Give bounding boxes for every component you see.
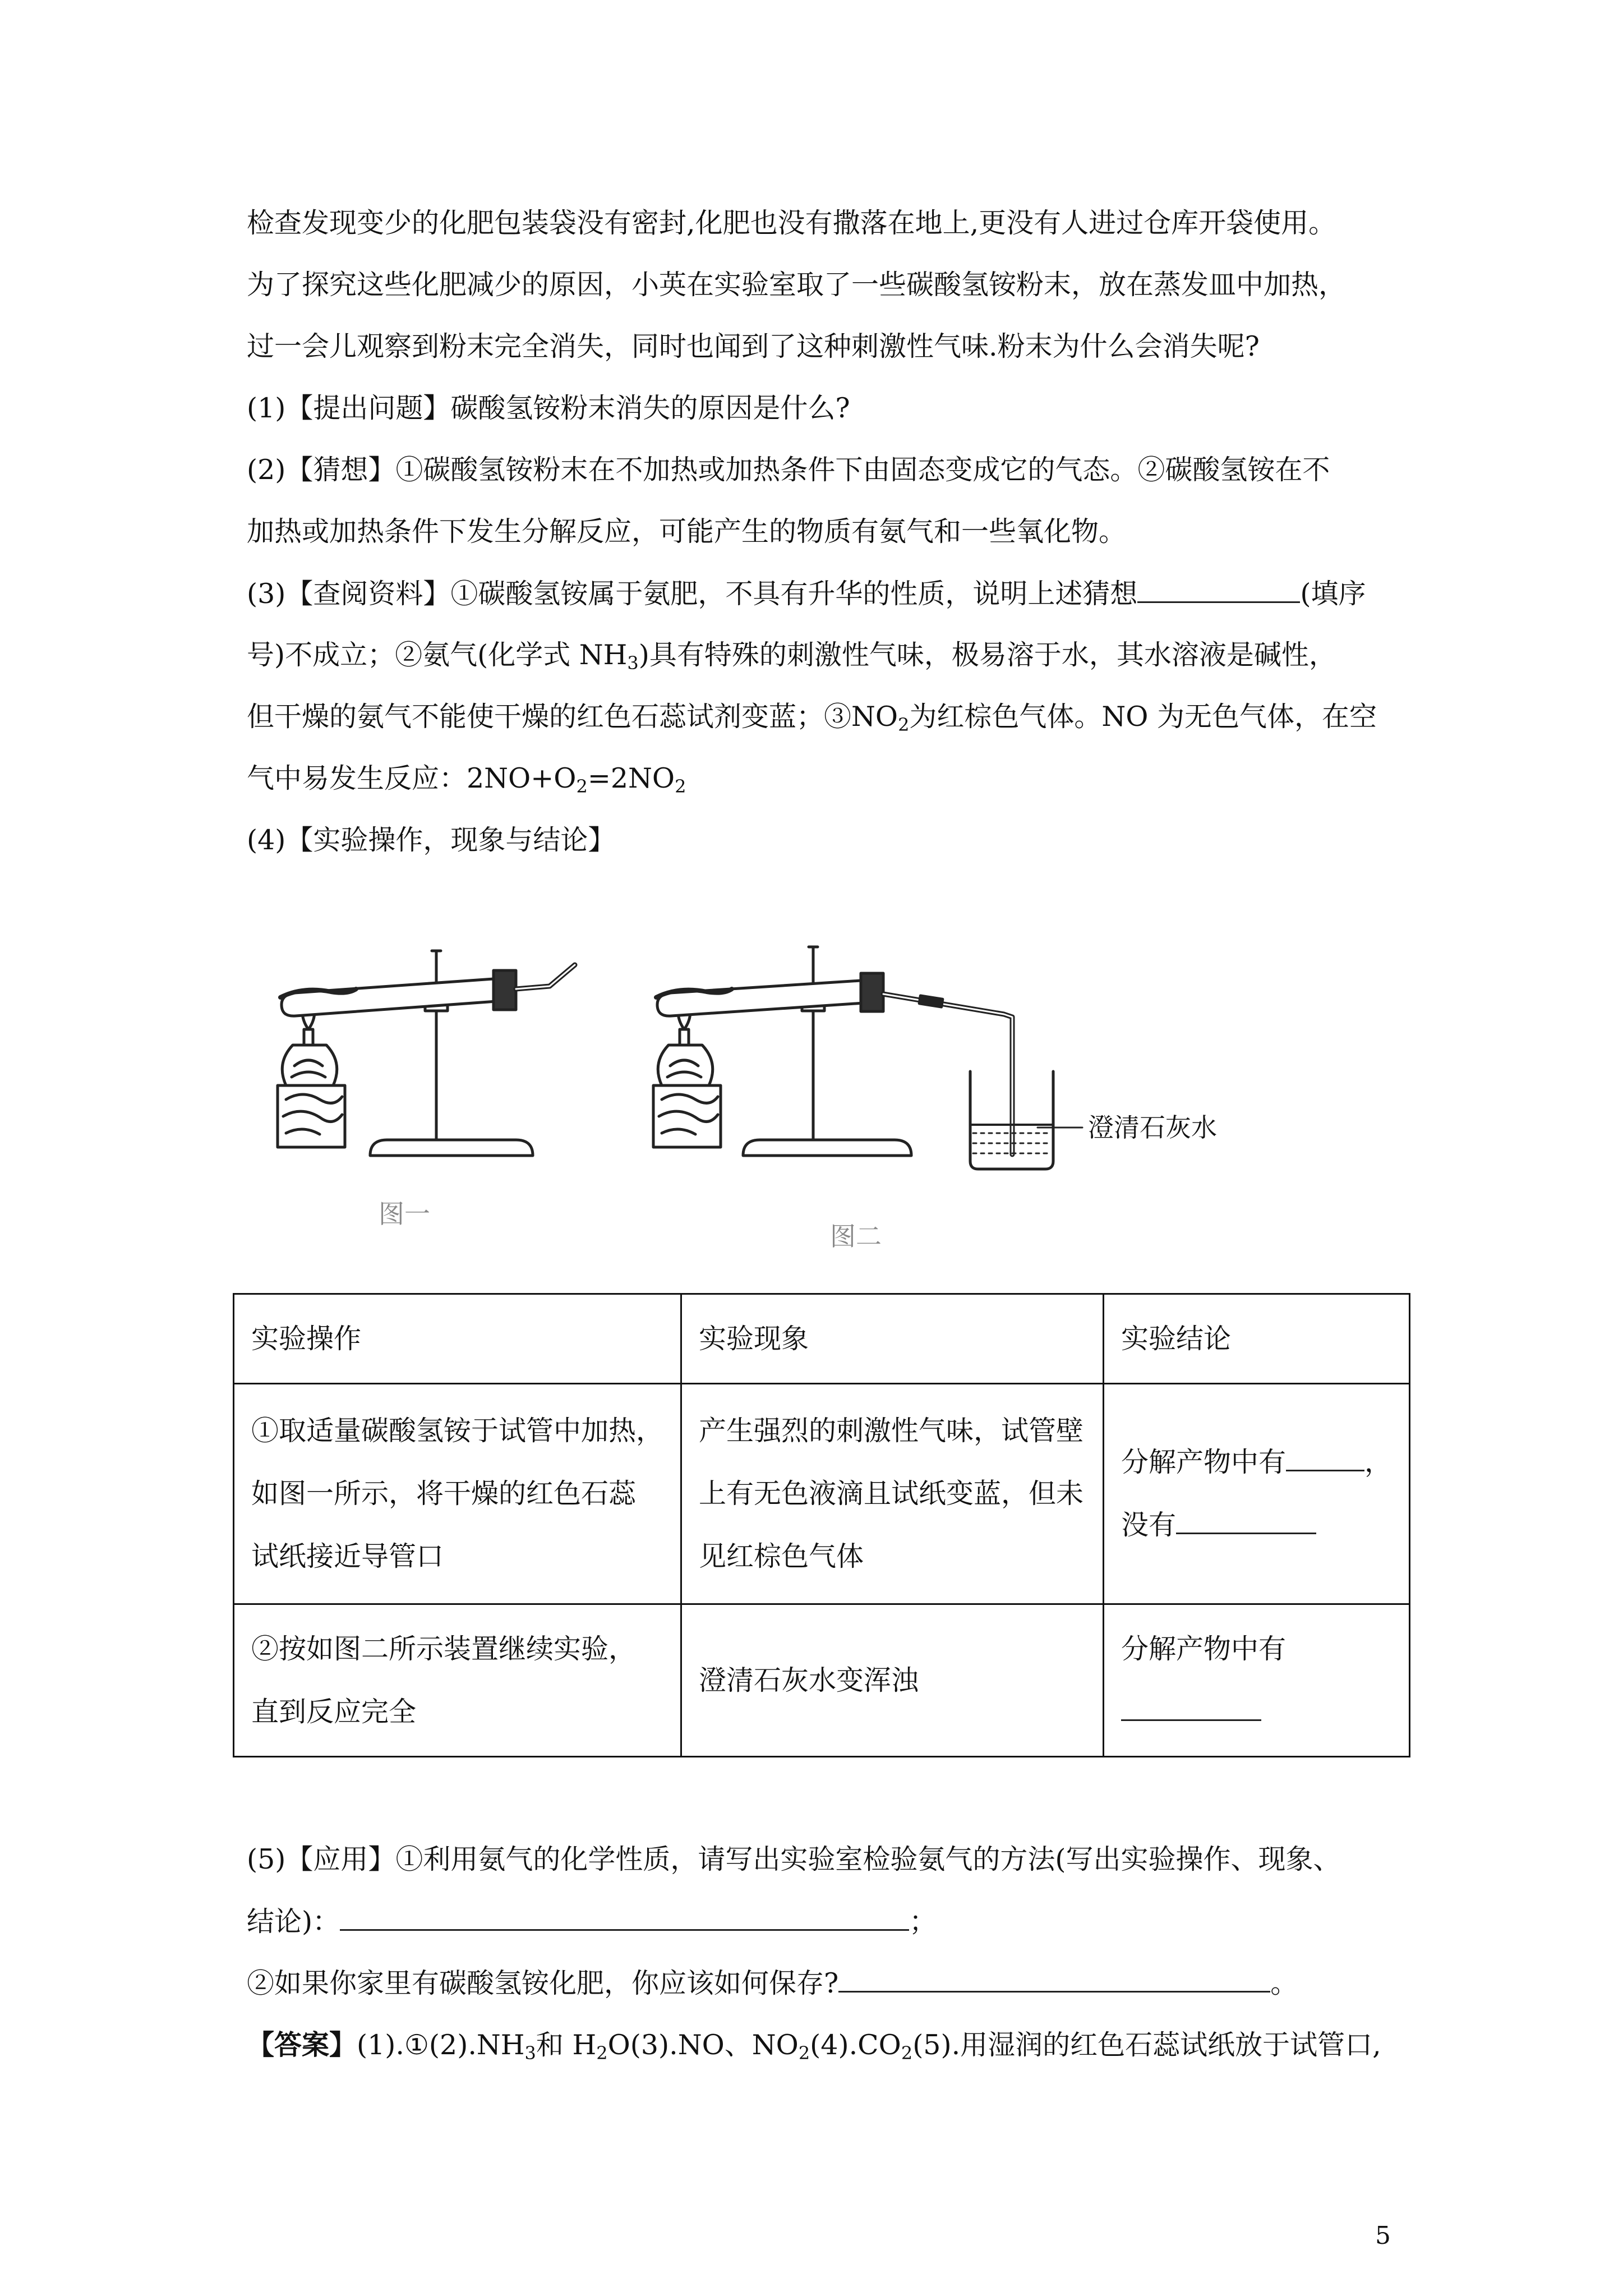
table-row [234,1384,1410,1604]
iron-stand-2 [743,947,911,1156]
header-conclusion: 实验结论 [1103,1294,1409,1384]
answer-blank[interactable] [1121,1695,1261,1721]
answer-label: 【答案】 [247,2028,357,2061]
cell-conclusion: 分解产物中有 ， 没有 [1103,1384,1409,1604]
table-row [234,1604,1410,1757]
cell-operation: ②按如图二所示装置继续实验， 直到反应完全 [234,1604,681,1757]
question-4: (4)【实验操作，现象与结论】 [247,824,616,856]
header-operation: 实验操作 [234,1294,681,1384]
question-2-line: 加热或加热条件下发生分解反应，可能产生的物质有氨气和一些氧化物。 [247,516,1127,547]
experiment-figure [264,931,1251,1251]
question-3-line: (3)【查阅资料】①碳酸氢铵属于氨肥，不具有升华的性质，说明上述猜想 (填序 [247,578,1366,610]
figure-2-caption: 图二 [830,1221,882,1251]
limewater-label: 澄清石灰水 [1088,1112,1217,1143]
answer-blank[interactable] [1137,577,1300,603]
paragraph-line: 为了探究这些化肥减少的原因，小英在实验室取了一些碳酸氢铵粉末，放在蒸发皿中加热， [247,269,1347,301]
answer-blank[interactable] [1286,1445,1364,1471]
table-header-row [234,1294,1410,1384]
answer-blank[interactable] [1176,1508,1316,1534]
question-2-line: (2)【猜想】①碳酸氢铵粉末在不加热或加热条件下由固态变成它的气态。②碳酸氢铵在不 [247,454,1330,486]
cell-phenomenon: 产生强烈的刺激性气味，试管壁 上有无色液滴且试纸变蓝，但未 见红棕色气体 [681,1384,1104,1604]
question-3-line: 号)不成立；②氨气(化学式 $NH_3$)具有特殊的刺激性气味，极易溶于水，其水溶液是碱性， [247,639,1336,674]
answer-line: 【答案】$(1).①(2).NH_3$和 $H_2O(3).NO$、$NO_2(4).CO_2(5)$.用湿润的红色石蕊试纸放于试管口, [247,2028,1381,2064]
question-1: (1)【提出问题】碳酸氢铵粉末消失的原因是什么? [247,392,850,424]
experiment-table [233,1293,1410,1757]
question-5-line: 结论)： ； [247,1906,937,1938]
cell-operation: ①取适量碳酸氢铵于试管中加热， 如图一所示，将干燥的红色石蕊 试纸接近导管口 [234,1384,681,1604]
page-number: 5 [1375,2221,1391,2250]
answer-blank[interactable] [838,1966,1270,1993]
paragraph-line: 过一会儿观察到粉末完全消失，同时也闻到了这种刺激性气味.粉末为什么会消失呢? [247,330,1260,362]
header-phenomenon: 实验现象 [681,1294,1104,1384]
answer-blank[interactable] [340,1904,909,1931]
question-5-line: (5)【应用】①利用氨气的化学性质，请写出实验室检验氨气的方法(写出实验操作、现象、 [247,1843,1341,1875]
question-3-line: 气中易发生反应：$2NO+O_2=2NO_2$ [247,762,686,797]
question-5-line: ②如果你家里有碳酸氢铵化肥，你应该如何保存? 。 [247,1967,1298,1999]
question-3-line: 但干燥的氨气不能使干燥的红色石蕊试剂变蓝；$③NO_2$为红棕色气体。NO 为无色气体，在空 [247,701,1377,735]
cell-conclusion: 分解产物中有 [1103,1604,1409,1757]
figure-1-caption: 图一 [379,1199,430,1229]
paragraph-line: 检查发现变少的化肥包装袋没有密封,化肥也没有撒落在地上,更没有人进过仓库开袋使用。 [247,207,1336,239]
cell-phenomenon: 澄清石灰水变浑浊 [681,1604,1104,1757]
beaker [970,1071,1082,1169]
